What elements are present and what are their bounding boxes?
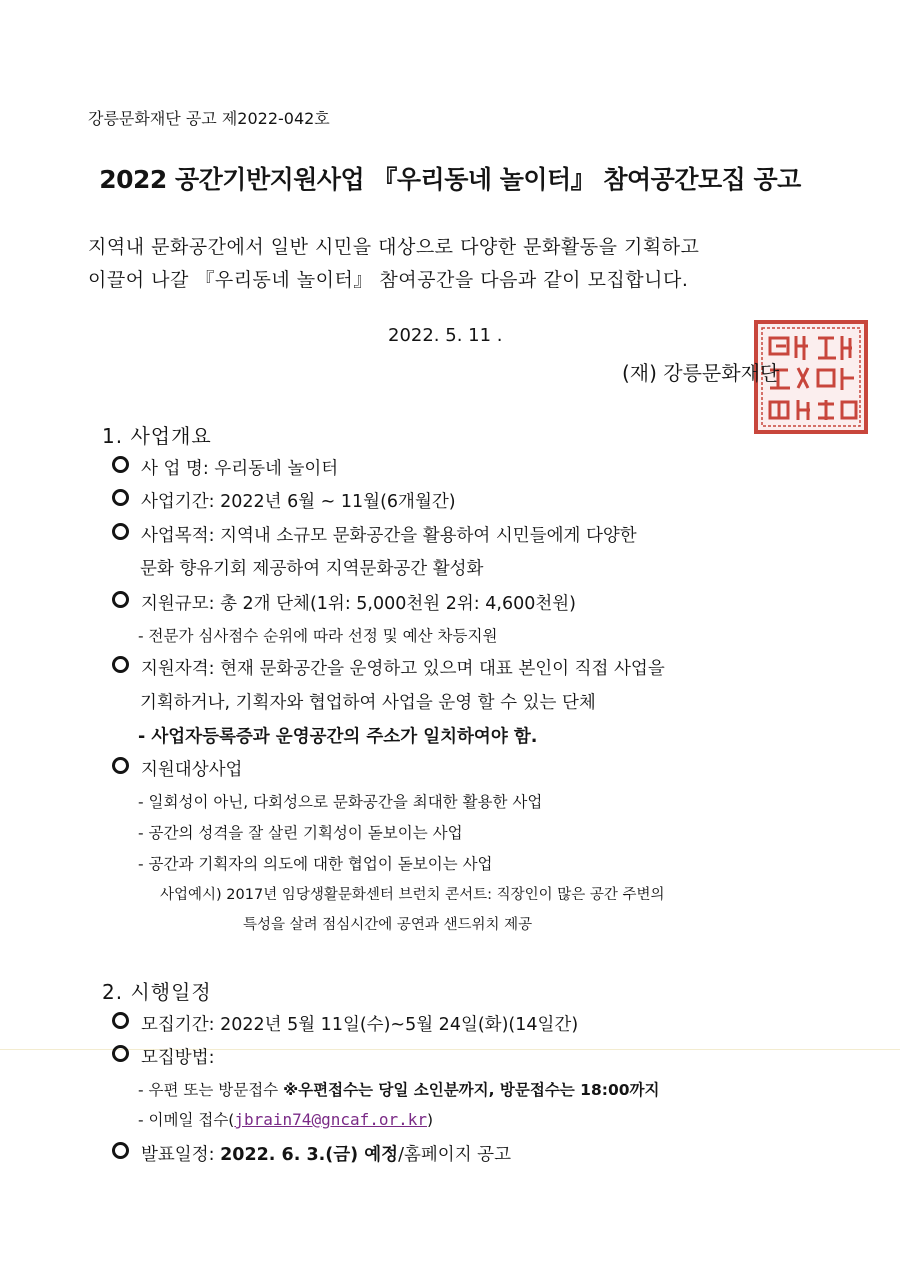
organization-name: (재) 강릉문화재단 — [622, 361, 780, 385]
bullet-icon — [112, 523, 129, 540]
notice-date: 2022. 5. 11 . — [388, 325, 503, 346]
recruit-method-email: - 이메일 접수(jbrain74@gncaf.or.kr) — [138, 1110, 434, 1129]
recruit-method-item: 모집방법: — [112, 1044, 215, 1069]
project-purpose-item: 사업목적: 지역내 소규모 문화공간을 활용하여 시민들에게 다양한 — [112, 522, 637, 547]
eligibility-item: 지원자격: 현재 문화공간을 운영하고 있으며 대표 본인이 직접 사업을 — [112, 655, 665, 680]
email-link[interactable]: jbrain74@gncaf.or.kr — [234, 1110, 428, 1129]
notice-number: 강릉문화재단 공고 제2022-042호 — [88, 109, 330, 128]
support-scale-note: - 전문가 심사점수 순위에 따라 선정 및 예산 차등지원 — [138, 627, 498, 645]
target-project-3: - 공간과 기획자의 의도에 대한 협업이 돋보이는 사업 — [138, 855, 493, 873]
bullet-icon — [112, 656, 129, 673]
recruit-method-mail: - 우편 또는 방문접수 ※우편접수는 당일 소인분까지, 방문접수는 18:00까지 — [138, 1081, 660, 1099]
project-name-item: 사 업 명: 우리동네 놀이터 — [112, 455, 338, 480]
bullet-icon — [112, 757, 129, 774]
intro-line-2: 이끌어 나갈 『우리동네 놀이터』 참여공간을 다음과 같이 모집합니다. — [88, 269, 689, 291]
support-scale-item: 지원규모: 총 2개 단체(1위: 5,000천원 2위: 4,600천원) — [112, 590, 576, 615]
eligibility-note: - 사업자등록증과 운영공간의 주소가 일치하여야 함. — [138, 727, 538, 747]
bullet-icon — [112, 489, 129, 506]
project-purpose-continued: 문화 향유기회 제공하여 지역문화공간 활성화 — [140, 559, 484, 579]
target-project-2: - 공간의 성격을 잘 살린 기획성이 돋보이는 사업 — [138, 824, 463, 842]
bullet-icon — [112, 591, 129, 608]
project-period-item: 사업기간: 2022년 6월 ~ 11월(6개월간) — [112, 488, 456, 513]
bullet-icon — [112, 1045, 129, 1062]
bullet-icon — [112, 1012, 129, 1029]
intro-line-1: 지역내 문화공간에서 일반 시민을 대상으로 다양한 문화활동을 기획하고 — [88, 236, 700, 258]
bullet-icon — [112, 456, 129, 473]
section-2-heading: 2. 시행일정 — [102, 980, 212, 1004]
eligibility-continued: 기획하거나, 기획자와 협업하여 사업을 운영 할 수 있는 단체 — [140, 693, 596, 713]
example-line-2: 특성을 살려 점심시간에 공연과 샌드위치 제공 — [243, 917, 533, 933]
section-1-heading: 1. 사업개요 — [102, 424, 212, 448]
example-line-1: 사업예시) 2017년 임당생활문화센터 브런치 콘서트: 직장인이 많은 공간 주변의 — [160, 887, 665, 903]
page-title: 2022 공간기반지원사업 『우리동네 놀이터』 참여공간모집 공고 — [99, 165, 801, 194]
target-project-1: - 일회성이 아닌, 다회성으로 문화공간을 최대한 활용한 사업 — [138, 793, 543, 811]
recruit-period-item: 모집기간: 2022년 5월 11일(수)~5월 24일(화)(14일간) — [112, 1011, 578, 1036]
announcement-item: 발표일정: 2022. 6. 3.(금) 예정/홈페이지 공고 — [112, 1141, 511, 1166]
bullet-icon — [112, 1142, 129, 1159]
target-projects-item: 지원대상사업 — [112, 756, 242, 781]
